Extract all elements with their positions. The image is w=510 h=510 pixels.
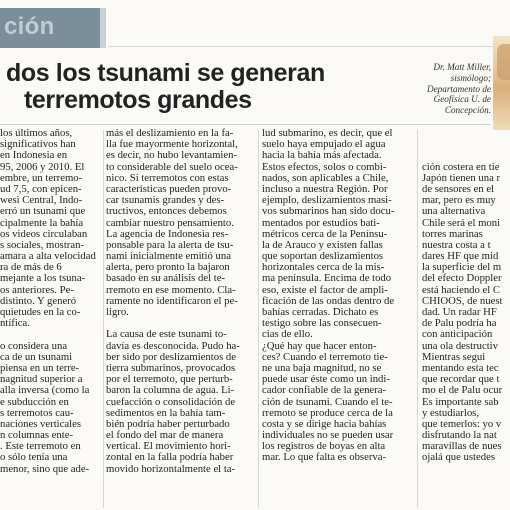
article-line: Chile será el moni <box>422 217 501 229</box>
column-divider <box>103 130 104 508</box>
article-line: suelo haya empujado el agua <box>262 139 386 151</box>
article-line: o considera una <box>0 340 68 352</box>
article-line: nami inicialmente emitió una <box>106 251 231 263</box>
article-line: que recordar que t <box>422 374 500 386</box>
article-line: por el terremoto, que perturb- <box>106 374 233 386</box>
article-line: torres marinas <box>422 228 483 240</box>
article-line: la superficie del m <box>422 262 502 274</box>
section-label: ción <box>4 13 55 40</box>
header-rule <box>0 124 490 125</box>
article-line: quietudes en la co- <box>0 307 81 318</box>
article-line: davía es desconocida. Pudo ha- <box>106 340 240 352</box>
headline-line-1: dos los tsunami se generan <box>6 59 325 87</box>
article-line: una alternativa <box>422 206 486 218</box>
article-line: vertical. El movimiento hori- <box>106 441 231 453</box>
article-line: de sensores en el <box>422 183 495 195</box>
article-line: nico. Si terremotos con estas <box>106 172 229 184</box>
article-column-4 <box>422 128 510 464</box>
byline-line: Concepción. <box>444 105 491 116</box>
article-column-3 <box>262 128 412 464</box>
column-divider <box>258 130 259 508</box>
article-line: os videos circulaban <box>0 228 88 240</box>
article-line: ligro. <box>106 307 129 318</box>
article-line: rremoto en ese momento. Cla- <box>106 284 236 296</box>
article-line: alla inversa (como la <box>0 385 90 397</box>
article-line: lud submarino, es decir, que el <box>262 128 393 139</box>
article-line: es decir, no hubo levantamien- <box>106 150 238 162</box>
article-line: car tsunamis grandes y des- <box>106 195 225 207</box>
article-line: mar, pero es muy <box>422 195 496 207</box>
article-line: ber sido por deslizamientos de <box>106 351 236 363</box>
article-line: rremoto se produce cerca de la <box>262 407 393 419</box>
article-line: significativos han <box>0 139 76 151</box>
article-line: que temerlos: yo v <box>422 418 502 430</box>
article-line: ción de tsunami. Cuando el te- <box>262 396 393 408</box>
byline-line: sismólogo; <box>450 72 491 83</box>
article-line: los registros de boyas en alta <box>262 441 386 453</box>
article-line: del efecto Doppler <box>422 273 502 285</box>
article-line <box>422 128 510 139</box>
article-line: piensa en un terre- <box>0 362 80 374</box>
article-line: nagnitud superior a <box>0 374 83 386</box>
article-line: y estudiarlos, <box>422 407 479 419</box>
article-line: ma península. Encima de todo <box>262 273 392 285</box>
article-line: ción costera en tie <box>422 161 500 173</box>
article-line: baron la columna de agua. Li- <box>106 385 235 397</box>
article-line: o sólo tenía una <box>0 452 68 464</box>
article-line: ficación de las ondas dentro de <box>262 295 395 307</box>
article-line: ojalá que ustedes <box>422 452 496 464</box>
article-line: cador confiable de la genera- <box>262 385 387 397</box>
article-line: to considerable del suelo ocea- <box>106 161 238 173</box>
column-divider <box>417 130 418 508</box>
article-line: horizontales cerca de la mis- <box>262 262 385 274</box>
article-line: bahías cerradas. Dichato es <box>262 307 379 318</box>
article-line: n columnas ente- <box>0 430 74 442</box>
article-line: s sociales, mostran- <box>0 239 84 251</box>
article-line: mejante a los tsuna- <box>0 273 86 285</box>
article-line: mar. Lo que falta es observa- <box>262 452 387 464</box>
article-line: ¿Qué hay que hacer enton- <box>262 340 377 352</box>
article-line: ramente no identificaron el pe- <box>106 295 238 307</box>
article-line: individuales no se pueden usar <box>262 430 394 442</box>
article-line: con anticipación <box>422 329 493 341</box>
article-line <box>0 329 100 340</box>
headline-line-2: terremotos grandes <box>24 86 252 114</box>
article-line: eso, existe el factor de ampli- <box>262 284 388 296</box>
article-line: 95, 2006 y 2010. El <box>0 161 85 173</box>
article-line: más el deslizamiento en la fa- <box>106 128 234 139</box>
article-line: bién podría haber perturbado <box>106 418 230 430</box>
article-line: Es importante sab <box>422 396 499 408</box>
article-line: está haciendo el C <box>422 284 501 296</box>
article-line: testigo sobre las consecuen- <box>262 318 382 330</box>
article-line: maravillas de nues <box>422 441 502 453</box>
article-line: nados, son aplicables a Chile, <box>262 172 389 184</box>
article-line: hacia la bahía más afectada. <box>262 150 382 162</box>
author-photo-face <box>497 44 510 80</box>
article-line: disfrutando la nat <box>422 430 497 442</box>
article-line: La agencia de Indonesia res- <box>106 228 229 240</box>
article-line <box>422 139 510 150</box>
article-line: cuefacción o consolidación de <box>106 396 236 408</box>
byline-line: Departamento de <box>426 83 491 94</box>
article-line: e subducción en <box>0 396 69 408</box>
article-line: wesi Central, Indo- <box>0 195 83 207</box>
article-line: naciones verticales <box>0 418 82 430</box>
byline-line: Dr. Matt Miller, <box>433 62 491 72</box>
article-line: erró un tsunami que <box>0 206 86 218</box>
article-line: tructivos, entonces debemos <box>106 206 227 218</box>
article-line: ca de un tsunami <box>0 351 73 363</box>
article-line: ponsable para la alerta de tsu- <box>106 239 234 251</box>
article-line: tierra submarinos, provocados <box>106 362 236 374</box>
article-line: mo el de Palu ocur <box>422 385 503 397</box>
article-line <box>422 150 510 161</box>
article-line: el fondo del mar de manera <box>106 430 224 442</box>
article-line: ces? Cuando el terremoto tie- <box>262 351 388 363</box>
article-line: de Palu podría ha <box>422 318 497 330</box>
article-line: métricos cerca de la Penínsu- <box>262 228 388 240</box>
article-line: Japón tienen una r <box>422 172 501 184</box>
article-line: vos submarinos han sido docu- <box>262 206 395 218</box>
article-line: nuestra costa a t <box>422 239 491 251</box>
article-line: alerta, pero pronto la bajaron <box>106 262 230 274</box>
article-line: sedimentos en la bahía tam- <box>106 407 226 419</box>
article-line: dad. Un radar HF <box>422 307 497 318</box>
author-byline <box>405 62 491 116</box>
article-line: cipalmente la bahía <box>0 217 84 229</box>
article-line: amara a alta velocidad <box>0 251 96 263</box>
article-line: dares HF que mid <box>422 251 499 263</box>
article-line: cias de ello. <box>262 329 313 341</box>
article-line: puede usar éste como un indi- <box>262 374 390 386</box>
article-line: una ola destructiv <box>422 340 498 352</box>
article-line: costa y se dirige hacia bahías <box>262 418 387 430</box>
section-banner-edge <box>100 8 106 48</box>
article-line: incluso a nuestra Región. Por <box>262 183 388 195</box>
article-line: movido horizontalmente el ta- <box>106 463 236 475</box>
article-line: . Este terremoto en <box>0 441 81 453</box>
article-line: s terremotos cau- <box>0 407 74 419</box>
article-line: lla fue mayormente horizontal, <box>106 139 238 151</box>
article-line: La causa de este tsunami to- <box>106 329 227 341</box>
article-line: que soportan deslizamientos <box>262 251 384 263</box>
article-line: ntífica. <box>0 318 30 330</box>
article-line: ejemplo, deslizamientos masi- <box>262 195 392 207</box>
article-line: mentando esta tec <box>422 362 499 374</box>
article-line: mentados por estudios bati- <box>262 217 380 229</box>
article-line: los últimos años, <box>0 128 73 139</box>
article-line: basado en su análisis del te- <box>106 273 226 285</box>
top-rule <box>108 46 508 47</box>
article-line: ra de más de 6 <box>0 262 62 274</box>
article-line: ud 7,5, con epicen- <box>0 183 82 195</box>
article-line: la de Arauco y existen fallas <box>262 239 383 251</box>
article-line: ne una baja magnitud, no se <box>262 362 382 374</box>
article-line: Mientras segui <box>422 351 486 363</box>
headline <box>6 60 426 114</box>
article-line: características pueden provo- <box>106 183 232 195</box>
article-line: en Indonesia en <box>0 150 68 162</box>
article-line: zontal en la falla podría haber <box>106 452 234 464</box>
byline-line: Geofísica U. de <box>433 94 491 105</box>
article-line: menor, sino que ade- <box>0 463 90 475</box>
article-line <box>106 318 254 329</box>
article-line: distinto. Y generó <box>0 295 77 307</box>
article-line: embre, un terremo- <box>0 172 83 184</box>
article-line: cambiar nuestro pensamiento. <box>106 217 234 229</box>
article-line: Estos efectos, solos o combi- <box>262 161 387 173</box>
article-column-2 <box>106 128 254 475</box>
article-line: CHIOOS, de nuest <box>422 295 503 307</box>
article-column-1 <box>0 128 100 475</box>
article-line: os anteriores. Pe- <box>0 284 74 296</box>
